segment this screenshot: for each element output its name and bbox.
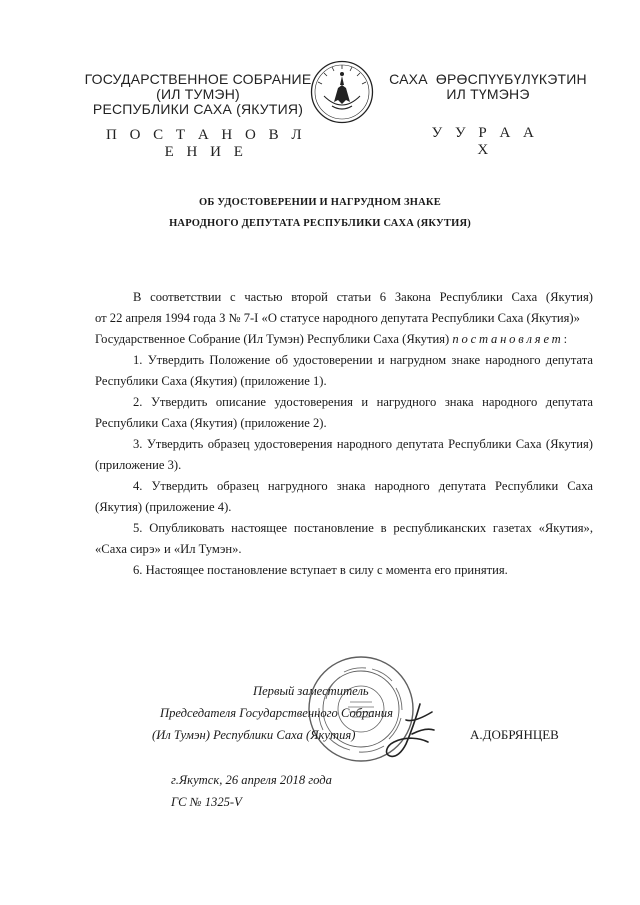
intro-line-3-text: Государственное Собрание (Ил Тумэн) Республики Саха (Якутия): [95, 332, 450, 346]
signatory-position-line-1: Первый заместитель: [253, 684, 369, 698]
signatory-position-line-2: Председателя Государственного Собрания: [160, 706, 393, 720]
item-2-line-2: Республики Саха (Якутия) (приложение 2).: [95, 416, 327, 430]
item-4-line-1: 4. Утвердить образец нагрудного знака народного депутата Республики Саха: [133, 479, 593, 493]
document-title-line-1: ОБ УДОСТОВЕРЕНИИ И НАГРУДНОМ ЗНАКЕ: [199, 197, 441, 208]
intro-line-3: Государственное Собрание (Ил Тумэн) Республики Саха (Якутия) постановляет:: [95, 332, 568, 346]
item-3-line-2: (приложение 3).: [95, 458, 182, 472]
body-text: [95, 287, 593, 581]
doc-type-right: У У Р А А Х: [431, 125, 539, 158]
item-3-line-1: 3. Утвердить образец удостоверения народного депутата Республики Саха (Якутия): [133, 437, 593, 451]
header-left-block: [78, 72, 318, 117]
item-5-line-1: 5. Опубликовать настоящее постановление в республиканских газетах «Якутия»,: [133, 521, 593, 535]
intro-verb: постановляет: [452, 332, 564, 346]
header-right-line-2: ИЛ ТҮМЭНЭ: [446, 86, 530, 102]
header-right-line-1: САХА ӨРӨСПҮҮБҮЛҮКЭТИН: [389, 71, 587, 87]
header-left-line-2: (ИЛ ТУМЭН): [156, 86, 240, 102]
intro-line-1: В соответствии с частью второй статьи 6 Закона Республики Саха (Якутия): [133, 290, 593, 304]
item-4-line-2: (Якутия) (приложение 4).: [95, 500, 232, 514]
item-5-line-2: «Саха сирэ» и «Ил Тумэн».: [95, 542, 242, 556]
place-and-date: г.Якутск, 26 апреля 2018 года: [171, 773, 332, 787]
document-title-line-2: НАРОДНОГО ДЕПУТАТА РЕСПУБЛИКИ САХА (ЯКУТИЯ): [169, 218, 471, 229]
coat-of-arms-emblem-icon: [310, 60, 374, 124]
item-1-line-2: Республики Саха (Якутия) (приложение 1).: [95, 374, 327, 388]
item-6-line-1: 6. Настоящее постановление вступает в силу с момента его принятия.: [133, 563, 508, 577]
document-number: ГС № 1325-V: [171, 795, 242, 809]
intro-line-2: от 22 апреля 1994 года З № 7-I «О статусе народного депутата Республики Саха (Якутия)»: [95, 311, 580, 325]
item-2-line-1: 2. Утвердить описание удостоверения и нагрудного знака народного депутата: [133, 395, 593, 409]
header-right-block: [378, 72, 598, 102]
header-left-line-3: РЕСПУБЛИКИ САХА (ЯКУТИЯ): [92, 101, 304, 117]
item-1-line-1: 1. Утвердить Положение об удостоверении и нагрудном знаке народного депутата: [133, 353, 593, 367]
signatory-position-line-3: (Ил Тумэн) Республики Саха (Якутия): [152, 728, 356, 742]
header-left-line-1: ГОСУДАРСТВЕННОЕ СОБРАНИЕ: [84, 71, 312, 87]
doc-type-left: П О С Т А Н О В Л Е Н И Е: [105, 127, 306, 160]
signatory-name: А.ДОБРЯНЦЕВ: [470, 727, 559, 742]
